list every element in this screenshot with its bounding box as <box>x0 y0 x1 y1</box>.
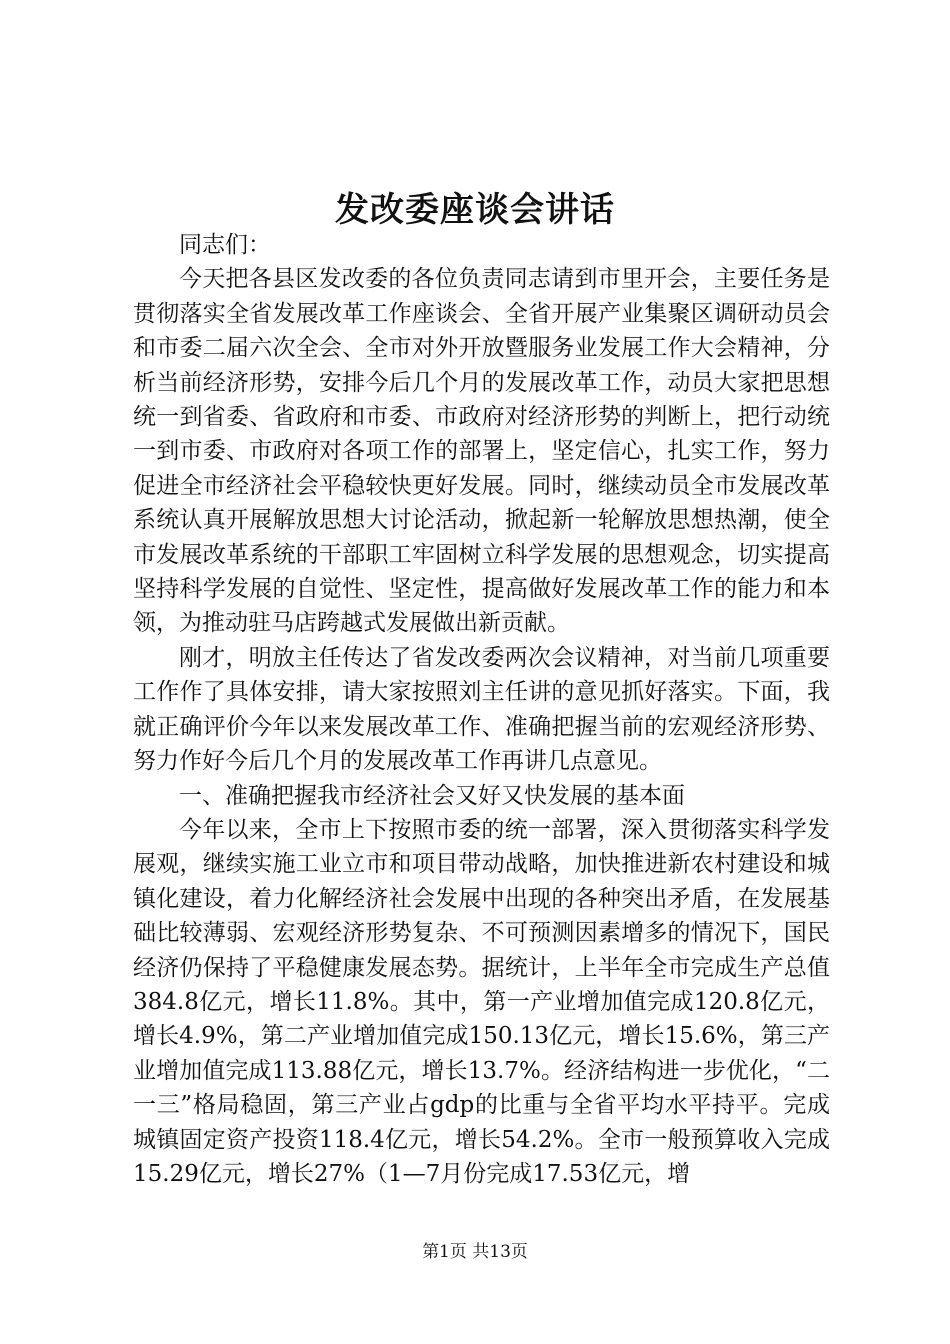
economy-paragraph: 今年以来，全市上下按照市委的统一部署，深入贯彻落实科学发展观，继续实施工业立市和项目带动战略，加快推进新农村建设和城镇化建设，着力化解经济社会发展中出现的各种突出矛盾，在发展基础比较薄弱、宏观经济形势复杂、不可预测因素增多的情况下，国民经济仍保持了平稳健康发展态势。据统计，上半年全市完成生产总值384.8亿元，增长11.8%。其中，第一产业增加值完成120.8亿元，增长4.9%，第二产业增加值完成150.13亿元，增长15.6%，第三产业增加值完成113.88亿元，增长13.7%。经济结构进一步优化，“二一三”格局稳固，第三产业占gdp的比重与全省平均水平持平。完成城镇固定资产投资118.4亿元，增长54.2%。全市一般预算收入完成15.29亿元，增长27%（1—7月份完成17.53亿元，增 <box>133 816 830 1187</box>
document-title: 发改委座谈会讲话 <box>335 190 615 230</box>
agenda-paragraph: 刚才，明放主任传达了省发改委两次会议精神，对当前几项重要工作作了具体安排，请大家按照刘主任讲的意见抓好落实。下面，我就正确评价今年以来发展改革工作、准确把握当前的宏观经济形势、努力作好今后几个月的发展改革工作再讲几点意见。 <box>133 644 830 775</box>
salutation-paragraph: 同志们： <box>179 232 271 258</box>
section-heading: 一、准确把握我市经济社会又好又快发展的基本面 <box>179 782 685 809</box>
intro-paragraph: 今天把各县区发改委的各位负责同志请到市里开会，主要任务是贯彻落实全省发展改革工作座谈会、全省开展产业集聚区调研动员会和市委二届六次全会、全市对外开放暨服务业发展工作大会精神，分析当前经济形势，安排今后几个月的发展改革工作，动员大家把思想统一到省委、省政府和市委、市政府对经济形势的判断上，把行动统一到市委、市政府对各项工作的部署上，坚定信心，扎实工作，努力促进全市经济社会平稳较快更好发展。同时，继续动员全市发展改革系统认真开展解放思想大讨论活动，掀起新一轮解放思想热潮，使全市发展改革系统的干部职工牢固树立科学发展的思想观念，切实提高坚持科学发展的自觉性、坚定性，提高做好发展改革工作的能力和本领，为推动驻马店跨越式发展做出新贡献。 <box>133 266 830 637</box>
document-body <box>133 228 830 1191</box>
page-footer: 第1页 共13页 <box>422 1242 528 1262</box>
